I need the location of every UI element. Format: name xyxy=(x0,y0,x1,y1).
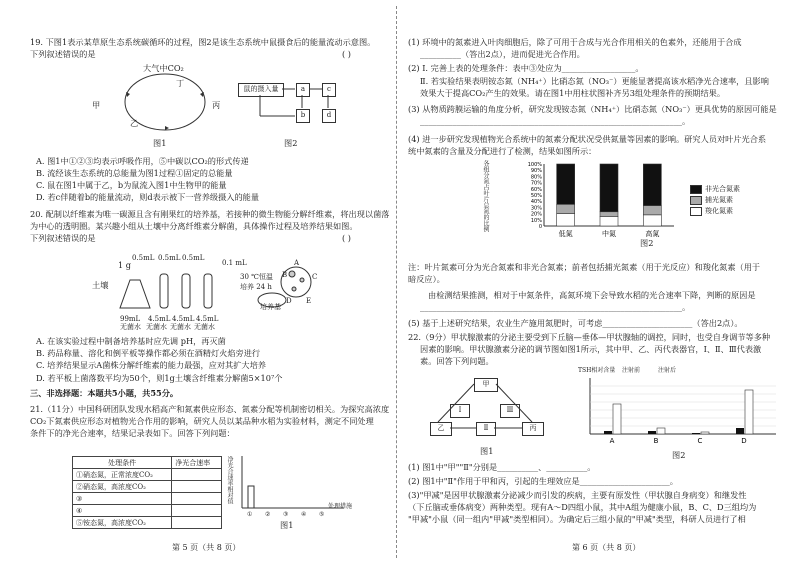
bar-after xyxy=(745,390,753,434)
q21-sub4-2: 统中氮素的含量及分配进行了检测，结果如图所示： xyxy=(408,146,597,156)
organ-jia: 甲 xyxy=(474,378,498,392)
table-cell-empty[interactable] xyxy=(172,469,222,481)
q21-sub4-question: 由检测结果推测，相对于中氮条件，高氮环境下会导致水稻的光合速率下降，判断的原因是 xyxy=(428,290,756,300)
bar-segment xyxy=(557,214,575,226)
q22-stem-3: 素。回答下列问题。 xyxy=(420,356,494,366)
legend-swatch xyxy=(690,185,702,194)
colony-c: C xyxy=(312,273,318,281)
hormone-i: Ⅰ xyxy=(450,404,470,418)
q21-sub1: (1) 环境中的氮素进入叶肉细胞后，除了可用于合成与光合作用相关的色素外，还能用于合成 xyxy=(408,37,742,47)
q20-option-b: B. 药品称量、溶化和倒平板等操作都必须在酒精灯火焰旁进行 xyxy=(36,348,261,358)
tsh-legend-after: 注射后 xyxy=(658,367,677,374)
y-tick-label: 30% xyxy=(530,205,542,212)
bar-after xyxy=(701,432,709,434)
q19-option-a: A. 图1中①②③均表示呼吸作用，⑤中碳以CO₂的形式传递 xyxy=(36,156,249,166)
right-page xyxy=(400,0,800,566)
q22-sub3-2: （下丘脑或垂体病变）两种类型。现有A～D四组小鼠，其中A组为健康小鼠，B、C、D三组均为 xyxy=(408,502,757,512)
energy-flow-arrows xyxy=(238,80,348,130)
left-page xyxy=(0,0,392,566)
q22-sub1: (1) 图1中"甲""Ⅱ"分别是__________、__________。 xyxy=(408,462,596,472)
x-tick-label: 中氮 xyxy=(602,230,616,238)
legend-item xyxy=(690,206,740,217)
table-cell: ①硝态氮，正常浓度CO₂ xyxy=(73,469,172,481)
q21-chart-ylabel: 净光合速率相对值 xyxy=(226,456,233,504)
nitrogen-chart-ylabel: 各组分氮占叶片总氮的比例 xyxy=(482,160,489,232)
transfer-volume-4: 0.1 mL xyxy=(222,259,247,267)
sterile-water-3: 无菌水 xyxy=(170,323,191,331)
q20-option-c: C. 培养结果显示A菌株分解纤维素的能力最强，应对其扩大培养 xyxy=(36,360,266,370)
bar-segment xyxy=(557,164,575,204)
legend-swatch xyxy=(690,196,702,205)
transfer-volume-1: 0.5mL xyxy=(132,254,155,262)
q21-sub2-ii-2: 效果大于提高CO₂产生的效果。请在图1中用柱状图补齐另3组处理条件的预期结果。 xyxy=(420,88,726,98)
bar-segment xyxy=(600,217,618,226)
x-tick-label: 低氮 xyxy=(558,230,573,238)
energy-a-box: a xyxy=(296,83,310,97)
plate-label: 培养基 xyxy=(260,303,281,311)
q21-sub5: (5) 基于上述研究结果，农业生产施用氮肥时，可考虑______________________（答出2点）。 xyxy=(408,318,743,328)
q22-sub2: (2) 图1中"Ⅱ"作用于甲和丙，引起的生理效应是______________________。 xyxy=(408,476,678,486)
y-tick-label: 20% xyxy=(530,211,542,218)
y-tick-label: 50% xyxy=(530,193,542,199)
page-footer-left: 第 5 页（共 8 页） xyxy=(172,543,241,552)
y-tick-label: 70% xyxy=(530,180,542,187)
x-tick-label: D xyxy=(741,437,747,445)
incubate-temp: 30 ℃恒温 xyxy=(240,273,273,281)
hormone-ii: Ⅱ xyxy=(476,422,496,436)
q20-option-a: A. 在该实验过程中制备培养基时应先调 pH，再灭菌 xyxy=(36,336,226,346)
x-tick-label: A xyxy=(609,437,615,445)
table-row xyxy=(73,505,222,517)
legend-swatch xyxy=(690,207,702,216)
legend-item xyxy=(690,184,740,195)
q21-sub3: (3) 从物质跨膜运输的角度分析，研究发现铵态氮（NH₄⁺）比硝态氮（NO₃⁻）更具优势的原因可能是 xyxy=(408,104,777,114)
q21-chart-xlabel: 处理措施 xyxy=(328,503,353,510)
table-row xyxy=(73,493,222,505)
q21-sub4: (4) 进一步研究发现植物光合系统中的氮素分配状况受供氮量等因素的影响。研究人员对叶片光合系 xyxy=(408,134,767,144)
bar-segment xyxy=(600,212,618,217)
table-row xyxy=(73,481,222,493)
q21-stem: 21.（11分）中国科研团队发现水稻高产和氮素供应形态、氮素分配等机制密切相关。为探究高浓度 xyxy=(30,404,390,414)
tube-volume-2: 4.5mL xyxy=(148,315,171,323)
table-cell: ⑤铵态氮，高浓度CO₂ xyxy=(73,517,172,529)
energy-c-box: c xyxy=(322,83,336,97)
y-tick-label: 40% xyxy=(530,199,542,206)
x-tick-label: C xyxy=(697,437,703,445)
bar-segment xyxy=(557,204,575,213)
q22-sub3: (3)"甲减"是因甲状腺激素分泌减少而引发的疾病，主要有原发性（甲状腺自身病变）和继发性 xyxy=(408,490,747,500)
mouse-intake-box: 鼠的摄入量 xyxy=(238,83,284,97)
q19-fig2-caption: 图2 xyxy=(284,138,298,148)
y-tick-label: 60% xyxy=(530,186,542,193)
q20-stem: 20. 配制以纤维素为唯一碳源且含有刚果红的培养基，若接种的微生物能分解纤维素，将出现以菌落 xyxy=(30,209,390,219)
sterile-water-2: 无菌水 xyxy=(146,323,167,331)
table-header-condition: 处理条件 xyxy=(73,457,172,469)
colony-d: D xyxy=(286,297,292,305)
soil-label: 土壤 xyxy=(92,280,109,290)
tsh-level-chart xyxy=(580,376,780,446)
chart-note: 注：叶片氮素可分为光合氮素和非光合氮素；前者包括捕光氮素（用于光反应）和羧化氮素（用于 xyxy=(408,262,761,272)
tube-volume-4: 4.5mL xyxy=(196,315,219,323)
organ-bing: 丙 xyxy=(522,422,544,436)
colony-a: A xyxy=(294,259,300,267)
bar-before xyxy=(736,428,744,434)
y-tick-label: 90% xyxy=(530,168,542,175)
colony-b: B xyxy=(282,271,288,279)
table-cell-empty[interactable] xyxy=(172,517,222,529)
bar-segment xyxy=(643,164,661,206)
colony-e: E xyxy=(306,297,312,305)
bar-segment xyxy=(643,215,661,226)
q21-chart-caption: 图1 xyxy=(280,520,294,530)
table-cell[interactable]: ④ xyxy=(73,505,172,517)
q21-sub2-i: (2) Ⅰ. 完善上表的处理条件：表中③处应为__________________。 xyxy=(408,63,644,73)
q21-xtick-4: ④ xyxy=(301,511,307,518)
bar-segment xyxy=(600,164,618,212)
atmosphere-co2-label: 大气中CO₂ xyxy=(143,63,184,73)
table-cell[interactable]: ③ xyxy=(73,493,172,505)
legend-item xyxy=(690,195,740,206)
hormone-regulation-arrows xyxy=(428,376,548,440)
q22-stem-2: 因素的影响。甲状腺激素分泌的调节图如图1所示，其中甲、乙、丙代表器官，Ⅰ、Ⅱ、Ⅲ代表激 xyxy=(420,344,762,354)
nitrogen-chart-legend xyxy=(690,184,740,217)
node-yi: 乙 xyxy=(130,118,139,128)
q20-stem-2: 为中心的透明圈。某兴趣小组从土壤中分离纤维素分解菌，具体操作过程及培养结果如图。 xyxy=(30,221,358,231)
legend-label: 捕光氮素 xyxy=(705,196,733,204)
sterile-water-4: 无菌水 xyxy=(194,323,215,331)
sterile-water-1: 无菌水 xyxy=(120,323,141,331)
node-jia: 甲 xyxy=(92,100,101,110)
q21-stem-3: 条件下的净光合速率，结果记录表如下。回答下列问题： xyxy=(30,428,235,438)
tsh-legend-before: 注射前 xyxy=(622,367,641,374)
q22-sub3-3: "甲减"小鼠（同一组内"甲减"类型相同）。为确定后三组小鼠的"甲减"类型，科研人员进行了相 xyxy=(408,514,746,524)
table-row xyxy=(73,517,222,529)
table-cell-empty[interactable] xyxy=(172,505,222,517)
bar-before xyxy=(604,431,612,434)
q21-sub2-ii: Ⅱ. 若实验结果表明铵态氮（NH₄⁺）比硝态氮（NO₃⁻）更能显著提高该水稻净光合速率，且影响 xyxy=(420,76,769,86)
bar-before xyxy=(692,433,700,434)
q19-carbon-cycle-diagram xyxy=(100,62,230,140)
bar-segment xyxy=(643,206,661,215)
energy-b-box: b xyxy=(296,109,310,123)
x-tick-label: 高氮 xyxy=(645,230,660,238)
q22-stem: 22.（9分）甲状腺激素的分泌主要受到下丘脑—垂体—甲状腺轴的调控，同时，也受自身调节等多种 xyxy=(408,332,771,342)
y-tick-label: 10% xyxy=(530,217,542,224)
y-tick-label: 0 xyxy=(538,224,542,230)
incubate-time: 培养 24 h xyxy=(240,283,272,291)
q19-option-c: C. 鼠在图1中属于乙，b为鼠流入图1中生物甲的能量 xyxy=(36,180,227,190)
q20-stem-3: 下列叙述错误的是 xyxy=(30,233,96,243)
q19-answer-bracket: ( ) xyxy=(342,49,351,59)
nitrogen-chart-caption: 图2 xyxy=(640,238,654,248)
q21-sub1-blank: __________（答出2点），进而促进光合作用。 xyxy=(420,49,585,59)
q20-answer-bracket: ( ) xyxy=(342,233,351,243)
bar-after xyxy=(657,428,665,434)
section-heading: 三、非选择题：本题共5小题，共55分。 xyxy=(30,388,179,398)
q21-sub3-blank: ________________________________________________________________。 xyxy=(420,116,691,126)
node-ding: 丁 xyxy=(176,78,185,88)
q21-xtick-1: ① xyxy=(247,511,253,518)
legend-label: 非光合氮素 xyxy=(705,185,740,193)
tube-volume-3: 4.5mL xyxy=(172,315,195,323)
q21-sub4-blank: ________________________________________________________________。 xyxy=(420,302,691,312)
soil-mass-label: 1 g xyxy=(118,260,132,270)
tsh-legend-title: TSH相对含量 xyxy=(578,367,616,374)
q20-option-d: D. 若平板上菌落数平均为50个，则1g土壤含纤维素分解菌5×10⁷个 xyxy=(36,373,283,383)
table-row xyxy=(73,469,222,481)
q21-xtick-2: ② xyxy=(265,511,271,518)
legend-label: 羧化氮素 xyxy=(705,207,733,215)
table-cell-empty[interactable] xyxy=(172,493,222,505)
q19-fig1-caption: 图1 xyxy=(153,138,167,148)
q22-fig2-caption: 图2 xyxy=(672,450,686,460)
node-bing: 丙 xyxy=(212,100,221,110)
tube-volume-1: 99mL xyxy=(120,315,141,323)
transfer-volume-2: 0.5mL xyxy=(158,254,181,262)
y-tick-label: 80% xyxy=(530,174,542,181)
q21-xtick-3: ③ xyxy=(283,511,289,518)
page-divider xyxy=(396,6,397,558)
table-cell-empty[interactable] xyxy=(172,481,222,493)
q21-treatment-table xyxy=(72,456,222,529)
table-header-rate: 净光合速率 xyxy=(172,457,222,469)
bar-before xyxy=(648,431,656,434)
q19-option-d: D. 若c伴随着b的能量流动，则d表示被下一营养级摄入的能量 xyxy=(36,192,260,202)
energy-d-box: d xyxy=(322,109,336,123)
nitrogen-allocation-chart xyxy=(512,160,682,240)
hormone-iii: Ⅲ xyxy=(500,404,520,418)
x-tick-label: B xyxy=(653,437,659,445)
page-footer-right: 第 6 页（共 8 页） xyxy=(572,543,641,552)
organ-yi: 乙 xyxy=(430,422,452,436)
q21-stem-2: CO₂下氮素供应形态对植物光合作用的影响，研究人员以某品种水稻为实验材料，测定不同处理 xyxy=(30,416,374,426)
chart-note-2: 暗反应）。 xyxy=(408,274,445,284)
y-tick-label: 100% xyxy=(527,162,542,168)
q19-stem: 19. 下图1表示某草原生态系统碳循环的过程，图2是该生态系统中鼠摄食后的能量流动示意图。 xyxy=(30,37,376,47)
q22-fig1-caption: 图1 xyxy=(480,446,494,456)
q19-stem-2: 下列叙述错误的是 xyxy=(30,49,96,59)
q21-xtick-5: ⑤ xyxy=(319,511,325,518)
transfer-volume-3: 0.5mL xyxy=(182,254,205,262)
bar-after xyxy=(613,404,621,434)
q19-option-b: B. 流经该生态系统的总能量为图1过程①固定的总能量 xyxy=(36,168,233,178)
table-cell: ②硝态氮，高浓度CO₂ xyxy=(73,481,172,493)
